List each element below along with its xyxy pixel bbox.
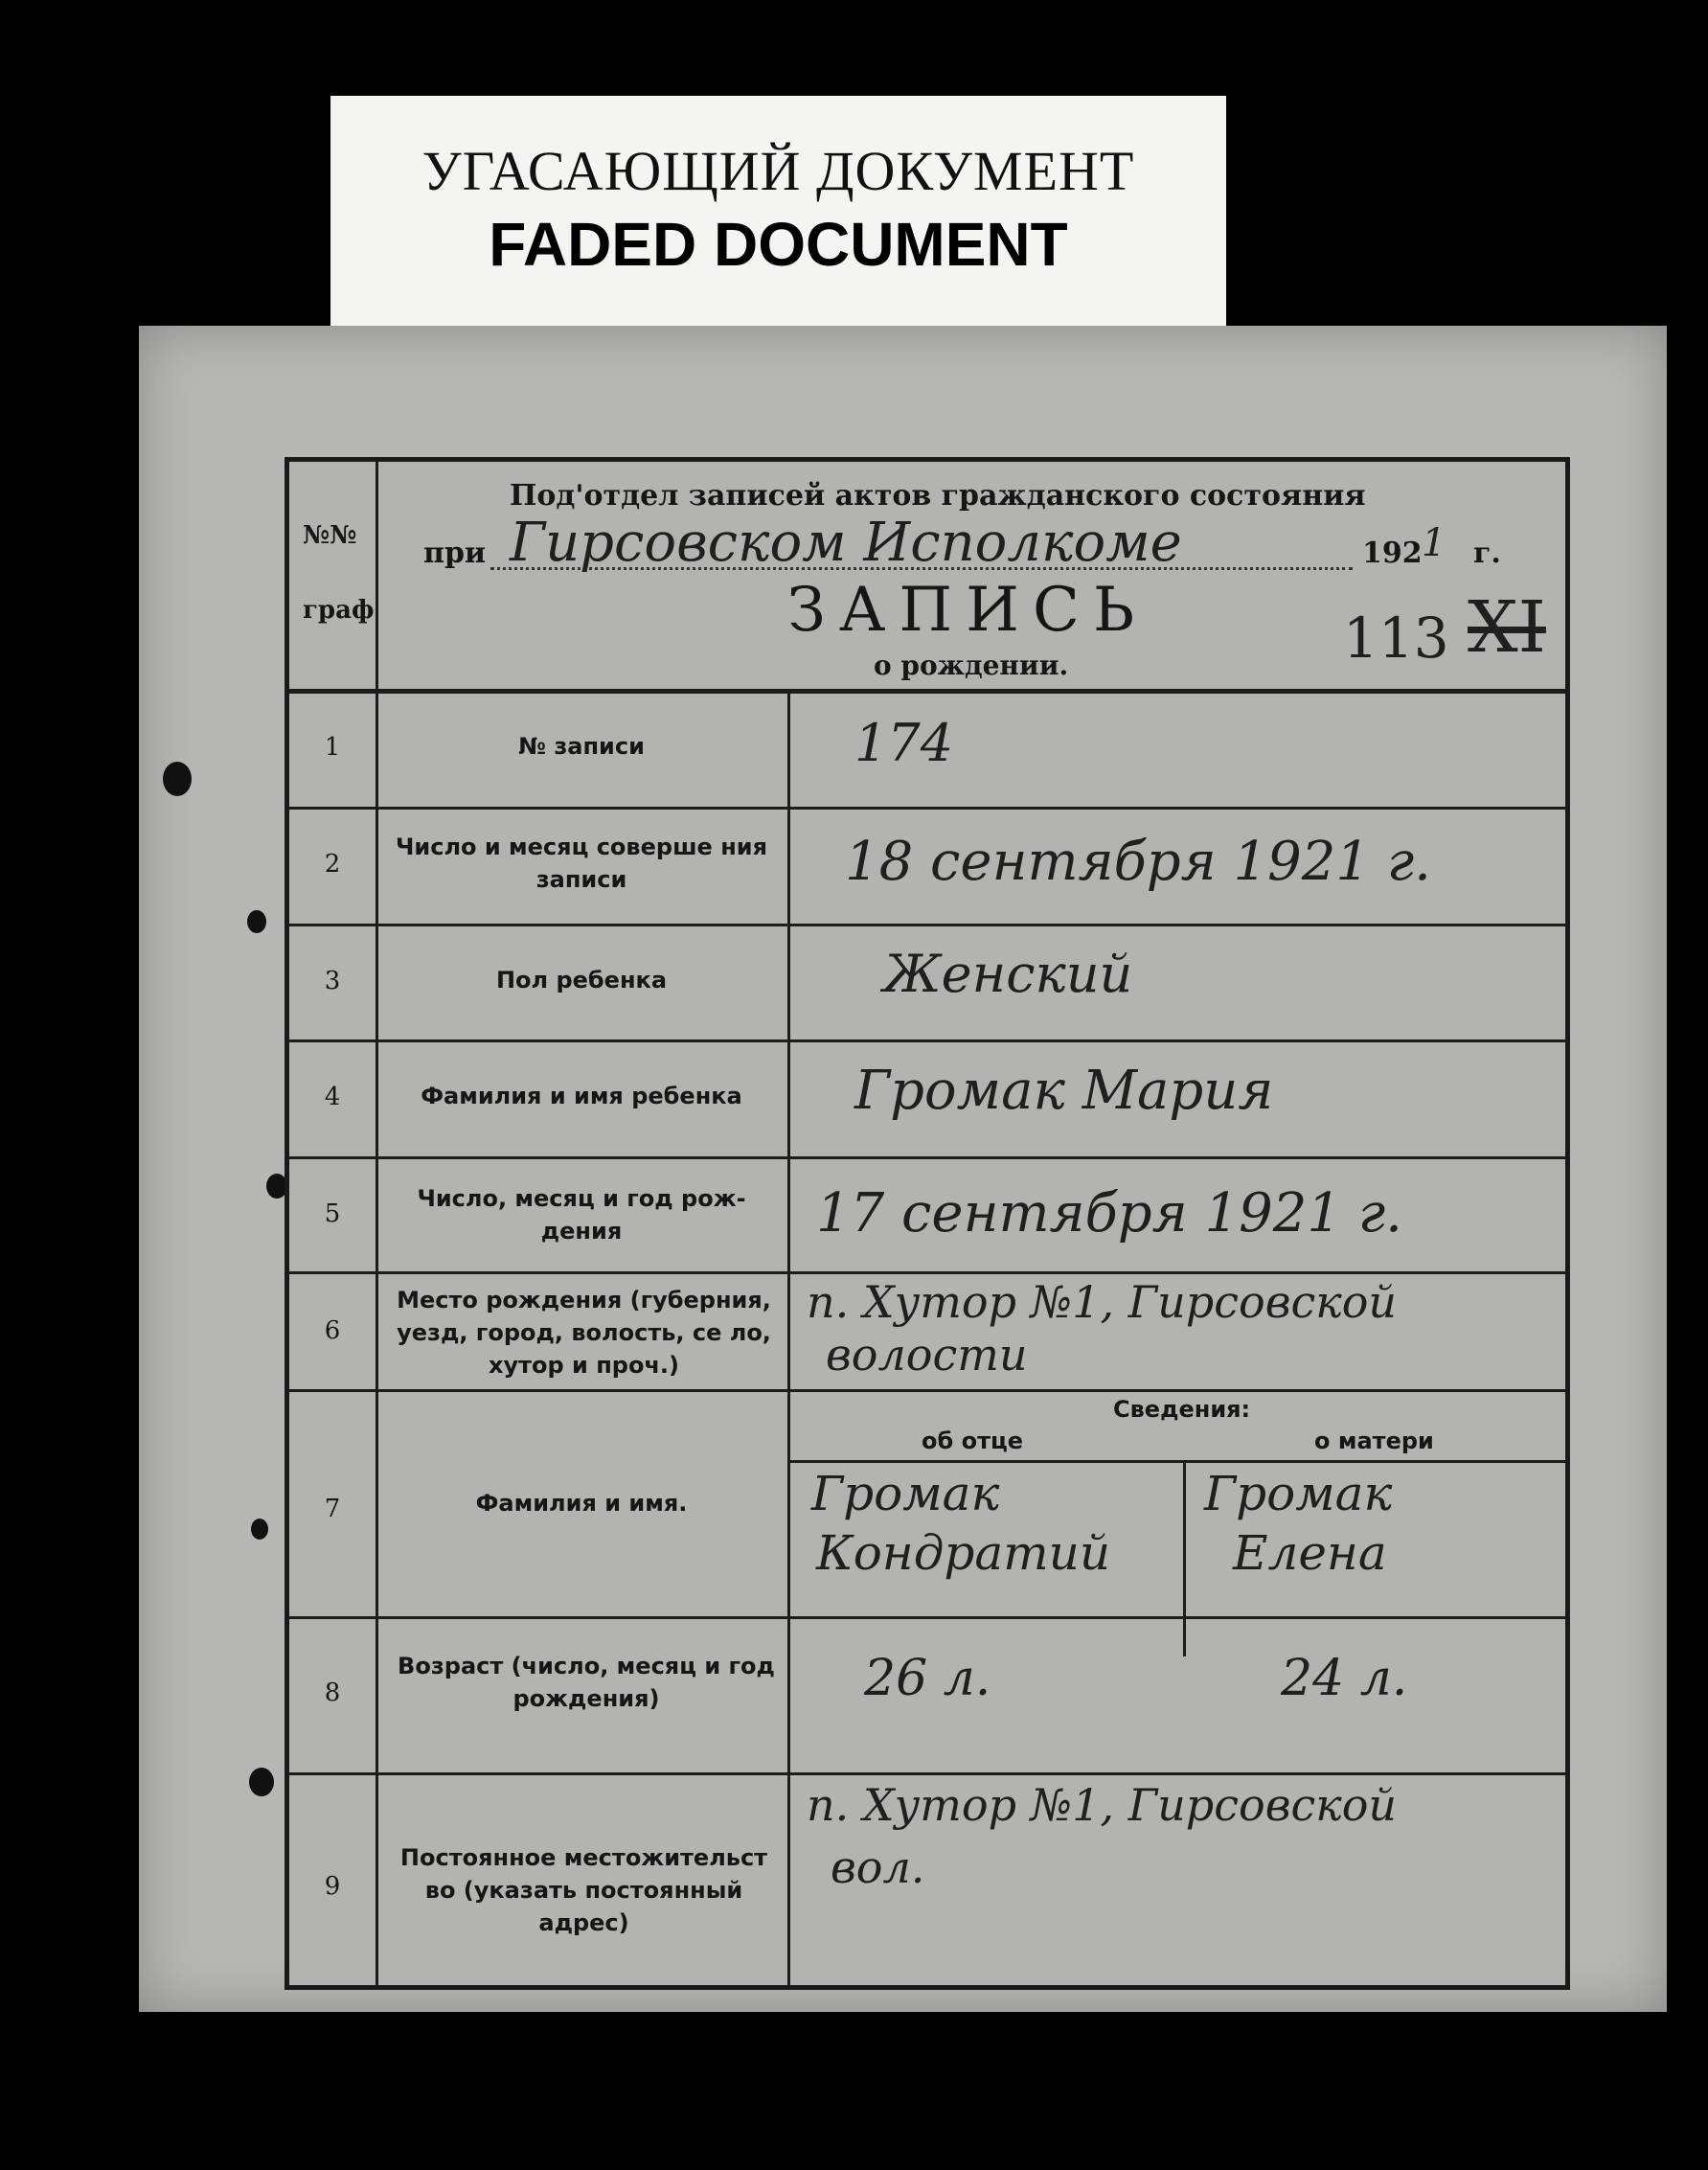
row-label: Число и месяц соверше ния записи: [396, 834, 767, 893]
row-value-line1: п. Хутор №1, Гирсовской: [807, 1276, 1398, 1328]
faded-document-label: [330, 96, 1226, 331]
row-number: 3: [324, 967, 341, 995]
row-label: Постоянное местожительст во (указать постоянный адрес): [399, 1844, 768, 1936]
column-divider: [1183, 1460, 1186, 1656]
row-value-line2: волости: [826, 1329, 1028, 1381]
row-divider: [289, 1271, 1565, 1274]
mother-age: 24 л.: [1281, 1650, 1408, 1707]
column-label-graf: граф: [303, 596, 375, 625]
row-label: № записи: [518, 733, 645, 760]
father-name-line1: Громак: [811, 1466, 1000, 1521]
mother-name-line2: Елена: [1233, 1525, 1387, 1581]
row-divider: [289, 1389, 1565, 1392]
row-number: 5: [324, 1199, 341, 1228]
reference-struck: XI: [1468, 586, 1546, 669]
binder-hole: [249, 1768, 274, 1796]
row-value-line2: вол.: [831, 1841, 925, 1893]
row-value: 17 сентября 1921 г.: [816, 1182, 1402, 1245]
row-label: Фамилия и имя.: [475, 1490, 688, 1517]
info-header: Сведения:: [1113, 1396, 1251, 1423]
reference-number: 113: [1343, 605, 1449, 671]
pri-value: Гирсовском Исполкоме: [510, 512, 1182, 574]
mother-header: о матери: [1314, 1428, 1434, 1454]
row-label: Возраст (число, месяц и год рождения): [398, 1653, 775, 1712]
column-label-numbers: №№: [303, 521, 357, 550]
row-divider: [289, 1772, 1565, 1775]
row-value-line1: п. Хутор №1, Гирсовской: [807, 1779, 1398, 1831]
father-name-line2: Кондратий: [816, 1525, 1111, 1581]
row-divider: [289, 1616, 1565, 1619]
column-divider: [787, 692, 790, 1987]
binder-hole: [251, 1519, 268, 1540]
subdepartment-title: Под'отдел записей актов гражданского состояния: [510, 479, 1366, 513]
label-russian: УГАСАЮЩИЙ ДОКУМЕНТ: [421, 140, 1135, 202]
record-title: ЗАПИСЬ: [787, 575, 1149, 646]
binder-hole: [247, 910, 266, 933]
row-value: 174: [854, 713, 954, 773]
row-label: Пол ребенка: [495, 967, 668, 994]
row-divider: [289, 924, 1565, 926]
row-value: 18 сентября 1921 г.: [845, 831, 1431, 893]
row-number: 9: [324, 1872, 341, 1901]
binder-hole: [163, 762, 192, 796]
year-prefix: 192: [1362, 537, 1423, 570]
row-value: Громак Мария: [854, 1060, 1274, 1122]
birth-record-form: [285, 457, 1570, 1990]
label-english: FADED DOCUMENT: [489, 210, 1068, 279]
father-header: об отце: [922, 1428, 1024, 1454]
row-divider: [289, 1156, 1565, 1159]
record-subtitle: о рождении.: [874, 650, 1069, 681]
row-number: 7: [324, 1495, 341, 1523]
pri-label: при: [423, 537, 487, 570]
row-divider: [289, 1039, 1565, 1042]
row-label: Место рождения (губерния, уезд, город, волость, се ло, хутор и проч.): [397, 1287, 771, 1379]
row-number: 1: [324, 733, 341, 762]
row-number: 8: [324, 1679, 341, 1707]
year-end: г.: [1473, 537, 1501, 570]
row-label: Фамилия и имя ребенка: [421, 1083, 742, 1109]
row-number: 6: [324, 1316, 341, 1345]
row-divider: [787, 1460, 1565, 1463]
row-divider: [289, 689, 1565, 694]
row-number: 2: [324, 850, 341, 879]
mother-name-line1: Громак: [1204, 1466, 1393, 1521]
row-number: 4: [324, 1083, 341, 1111]
row-value: Женский: [883, 944, 1133, 1004]
row-divider: [289, 807, 1565, 810]
year-suffix: 1: [1422, 521, 1446, 565]
row-label: Число, месяц и год рож- дения: [417, 1185, 746, 1245]
father-age: 26 л.: [864, 1650, 991, 1707]
